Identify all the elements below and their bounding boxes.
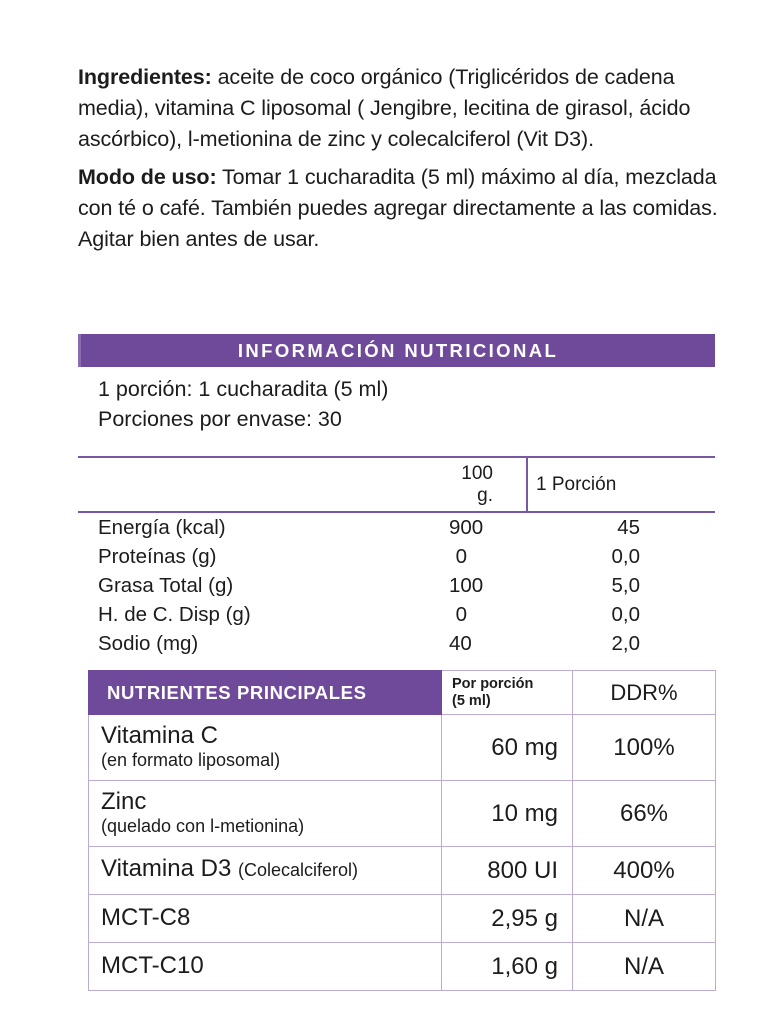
nutrient-per-serving: 2,0 [611, 631, 640, 655]
nutrient-name-cell [89, 943, 442, 991]
nutrient-name: Zinc [101, 788, 147, 815]
nutrient-per-serving: 0,0 [611, 602, 640, 626]
nutrient-amount: 10 mg [442, 781, 573, 847]
table-header-row [78, 457, 715, 512]
nutrient-per-100g: 100 [449, 573, 484, 597]
nutrient-name-cell [89, 781, 442, 847]
serving-header-line1: Por porción [452, 675, 534, 692]
nutrient-ddr: 400% [573, 847, 716, 895]
table-row [78, 512, 715, 542]
nutrition-facts-table [78, 456, 715, 658]
table-row [89, 847, 716, 895]
nutrient-amount: 60 mg [442, 715, 573, 781]
nutrient-name: MCT-C10 [101, 951, 204, 979]
table-row [78, 600, 715, 629]
nutrient-name: Proteínas (g) [98, 544, 217, 568]
nutrient-amount: 2,95 g [442, 895, 573, 943]
nutrient-name: MCT-C8 [101, 903, 191, 931]
table-row [78, 542, 715, 571]
table-row [78, 629, 715, 658]
nutrient-name [101, 855, 441, 884]
nutrition-banner-title: INFORMACIÓN NUTRICIONAL [237, 339, 559, 361]
nutrient-per-100g: 0 [455, 602, 467, 626]
ddr-header: DDR% [573, 671, 716, 715]
column-header-serving: 1 Porción [527, 457, 715, 512]
column-header-100g: 100 g. [449, 457, 527, 512]
table-row [89, 943, 716, 991]
nutrient-per-100g: 0 [455, 544, 467, 568]
nutrient-name: H. de C. Disp (g) [98, 602, 251, 626]
nutrient-per-serving: 5,0 [611, 573, 640, 597]
usage-text: Tomar 1 cucharadita (5 ml) máximo al día, mezclada con té o café. También puedes agregar directamente a las comidas. Agitar bien antes de usar. [78, 165, 718, 251]
table-row [89, 895, 716, 943]
serving-size: 1 porción: 1 cucharadita (5 ml) [98, 377, 389, 401]
key-nutrients-header-row [89, 671, 716, 715]
nutrient-name: Energía (kcal) [98, 515, 226, 539]
nutrient-subtitle: (quelado con l-metionina) [101, 816, 305, 836]
ingredients-label: Ingredientes: [78, 65, 212, 89]
table-row [78, 571, 715, 600]
nutrient-name-text: Vitamina D3 [101, 855, 238, 882]
key-nutrients-table [88, 670, 716, 991]
nutrient-subtitle: (en formato liposomal) [101, 750, 281, 770]
column-header-name [78, 457, 449, 512]
usage-paragraph [78, 162, 728, 255]
usage-label: Modo de uso: [78, 165, 217, 189]
key-nutrients-title: NUTRIENTES PRINCIPALES [89, 671, 442, 715]
serving-info [98, 374, 718, 434]
nutrient-per-serving: 45 [617, 515, 640, 539]
nutrient-name-cell [89, 715, 442, 781]
nutrient-name: Grasa Total (g) [98, 573, 234, 597]
nutrition-banner [78, 334, 715, 367]
nutrient-per-serving: 0,0 [611, 544, 640, 568]
nutrient-inline-subtitle: (Colecalciferol) [237, 860, 359, 880]
ingredients-text: aceite de coco orgánico (Triglicéridos de cadena media), vitamina C liposomal ( Jengibre, lecitina de girasol, ácido ascórbico), l-metionina de zinc y colecalciferol (Vit D3). [78, 65, 691, 151]
product-description [78, 62, 728, 255]
nutrient-name: Sodio (mg) [98, 631, 199, 655]
key-nutrients-serving-header [442, 671, 573, 715]
table-row [89, 781, 716, 847]
nutrient-per-100g: 40 [449, 631, 472, 655]
nutrient-amount: 800 UI [442, 847, 573, 895]
nutrient-name-cell [89, 895, 442, 943]
nutrient-name-cell [89, 847, 442, 895]
nutrient-ddr: N/A [573, 895, 716, 943]
nutrient-name: Vitamina C [101, 722, 218, 749]
ingredients-paragraph [78, 62, 728, 155]
nutrient-amount: 1,60 g [442, 943, 573, 991]
servings-per-container: Porciones por envase: 30 [98, 407, 342, 431]
nutrient-per-100g: 900 [449, 515, 484, 539]
nutrient-ddr: N/A [573, 943, 716, 991]
serving-header-line2: (5 ml) [452, 692, 491, 709]
nutrient-ddr: 100% [573, 715, 716, 781]
nutrient-ddr: 66% [573, 781, 716, 847]
table-row [89, 715, 716, 781]
